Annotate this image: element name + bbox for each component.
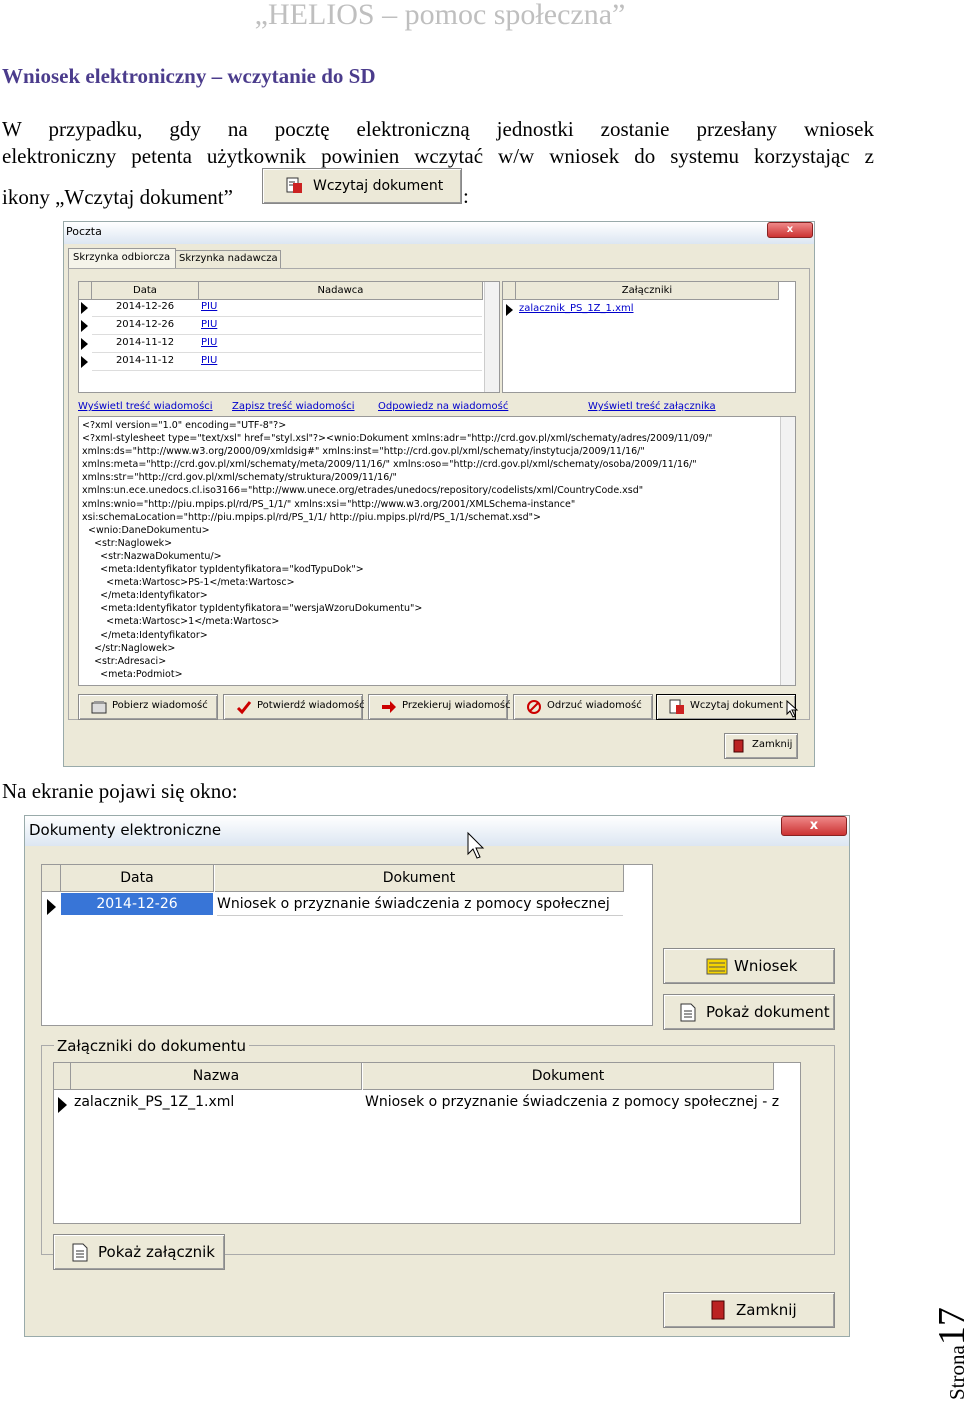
button-label: Wniosek [734,957,798,975]
attachments-grid[interactable] [502,281,796,393]
exit-door-icon [733,739,745,753]
row-pointer-icon [81,320,88,332]
inline-button-label: Wczytaj dokument [313,178,444,194]
button-label: Wczytaj dokument [690,700,783,711]
row-separator [92,334,482,335]
button-label: Odrzuć wiadomość [547,700,642,711]
window-title: Poczta [66,225,102,238]
paragraph-line: elektroniczny petenta użytkownik powinien wczytać w/w wniosek do systemu korzystając z [2,144,874,168]
attachments-grid[interactable] [53,1062,801,1224]
row-pointer-icon [81,338,88,350]
xml-line: </meta:Identyfikator> [82,590,208,602]
row-separator [92,316,482,317]
tab-skrzynka-nadawcza[interactable] [175,250,281,269]
message-date-cell[interactable]: 2014-11-12 [115,355,175,366]
xml-line: <meta:Wartosc>PS-1</meta:Wartosc> [82,577,295,589]
zamknij-button[interactable] [724,733,798,759]
column-header-data[interactable]: Data [61,865,214,892]
inline-wczytaj-button-image [262,168,462,204]
document-icon [72,1243,88,1262]
button-label: Pokaż załącznik [98,1243,215,1261]
xml-line: <meta:Wartosc>1</meta:Wartosc> [82,616,280,628]
row-separator [92,370,482,371]
window-title: Dokumenty elektroniczne [29,821,222,839]
xml-line: <wnio:DaneDokumentu> [82,524,210,536]
message-sender-cell[interactable]: PIU [201,301,218,312]
scrollbar[interactable] [484,282,499,392]
page-footer [930,1307,974,1400]
section-title: Wniosek elektroniczny – wczytanie do SD [2,64,376,88]
footer-word: Strona [945,1345,969,1400]
checkmark-icon [236,699,252,718]
xml-line: xmlns:meta="http://crd.gov.pl/xml/schematy/meta/2009/11/16/" xmlns:oso="http://crd.gov.pl/xml/schematy/osoba/2009/11/16/" [82,459,697,471]
paragraph-text: ikony „Wczytaj dokument” [2,185,233,209]
tab-label: Skrzynka odbiorcza [73,252,171,263]
download-mail-icon [91,699,107,718]
page-header: „HELIOS – pomoc społeczna” [254,0,626,31]
attachment-name-cell[interactable]: zalacznik_PS_1Z_1.xml [74,1094,235,1110]
tab-label: Skrzynka nadawcza [179,253,278,264]
column-header-zalaczniki[interactable]: Załączniki [516,282,779,300]
poczta-titlebar [64,222,814,244]
pokaz-dokument-button[interactable] [663,994,835,1030]
row-pointer-icon [81,356,88,368]
xml-line: xmlns:str="http://crd.gov.pl/xml/schematy/struktura/2009/11/16/" [82,472,397,484]
xml-content [82,419,712,681]
button-label: Przekieruj wiadomość [402,700,511,711]
reject-icon [526,699,542,718]
xml-line: <str:NazwaDokumentu/> [82,550,222,562]
row-separator [92,352,482,353]
xml-line: </meta:Identyfikator> [82,629,208,641]
close-icon[interactable]: x [781,816,847,836]
zamknij-button[interactable] [663,1292,835,1328]
button-label: Pobierz wiadomość [112,700,208,711]
groupbox-label: Załączniki do dokumentu [54,1037,249,1055]
odrzuc-wiadomosc-button[interactable] [513,694,653,720]
xml-line: <?xml version="1.0" encoding="UTF-8"?> [82,420,287,431]
attachment-link[interactable]: zalacznik_PS_1Z_1.xml [519,303,634,314]
grid-header-corner [42,865,61,892]
wczytaj-dokument-button[interactable] [656,694,796,720]
load-document-icon [669,699,685,718]
message-sender-cell[interactable]: PIU [201,355,218,366]
row-pointer-icon [47,899,56,915]
potwierdz-wiadomosc-button[interactable] [223,694,363,720]
button-label: Potwierdź wiadomość [257,700,365,711]
button-label: Pokaż dokument [706,1003,830,1021]
wniosek-button[interactable] [663,948,835,984]
row-pointer-icon [81,302,88,314]
forward-arrow-icon [381,699,397,718]
grid-header-corner [79,282,92,300]
message-sender-cell[interactable]: PIU [201,337,218,348]
pobierz-wiadomosc-button[interactable] [78,694,218,720]
scrollbar[interactable] [780,417,795,685]
grid-header-corner [54,1063,71,1090]
xml-line: <meta:Podmiot> [82,668,183,680]
xml-line: xsi:schemaLocation="http://piu.mpips.pl/rd/PS_1/1/ http://piu.mpips.pl/rd/PS_1/1/schemat.xsd"> [82,511,541,523]
mouse-cursor-icon [467,832,485,860]
mouse-cursor-icon [786,700,798,722]
przekieruj-wiadomosc-button[interactable] [368,694,511,720]
close-icon[interactable]: x [767,222,813,238]
pokaz-zalacznik-button[interactable] [53,1234,225,1270]
message-date-cell[interactable]: 2014-12-26 [115,319,175,330]
column-header-nadawca[interactable]: Nadawca [199,282,483,300]
row-pointer-icon [506,304,513,316]
xml-line: <meta:Identyfikator typIdentyfikatora="kodTypuDok"> [82,564,364,576]
poczta-window [63,221,815,767]
page-number: 17 [931,1307,973,1346]
message-date-cell[interactable]: 2014-11-12 [115,337,175,348]
xml-line: </str:Naglowek> [82,642,176,654]
button-label: Zamknij [736,1301,797,1319]
link-odpowiedz[interactable]: Odpowiedz na wiadomość [378,401,509,412]
column-header-dokument[interactable]: Dokument [215,865,624,892]
xml-line: xmlns:ds="http://www.w3.org/2000/09/xmldsig#" xmlns:inst="http://crd.gov.pl/xml/schematy/instytucja/2009/11/16/" [82,446,645,458]
message-content-textarea[interactable] [78,416,796,686]
button-label: Zamknij [752,739,793,750]
xml-line: xmlns:un.ece.unedocs.cl.iso3166="http://www.unece.org/etrades/unedocs/repository/codelists/xml/CountryCode.xsd" [82,485,644,497]
document-icon [680,1003,696,1022]
xml-line: <str:Adresaci> [82,655,167,667]
dokumenty-titlebar [25,816,849,846]
xml-line: <str:Naglowek> [82,537,173,549]
document-name-cell[interactable]: Wniosek o przyznanie świadczenia z pomocy społecznej [217,893,623,916]
message-sender-cell[interactable]: PIU [201,319,218,330]
xml-line: <meta:Identyfikator typIdentyfikatora="wersjaWzoruDokumentu"> [82,603,423,615]
link-wyswietl-tresc[interactable]: Wyświetl treść wiadomości [78,401,213,412]
message-date-cell[interactable]: 2014-12-26 [115,301,175,312]
column-header-dokument[interactable]: Dokument [363,1063,774,1090]
row-pointer-icon [58,1097,67,1113]
link-zapisz-tresc[interactable]: Zapisz treść wiadomości [232,401,355,412]
document-date-cell[interactable]: 2014-12-26 [61,893,213,915]
column-header-data[interactable]: Data [92,282,199,300]
paragraph-line: Na ekranie pojawi się okno: [2,779,238,803]
attachment-doc-cell[interactable]: Wniosek o przyznanie świadczenia z pomocy społecznej - z [365,1094,780,1110]
paragraph-line: W przypadku, gdy na pocztę elektroniczną jednostki zostanie przesłany wniosek [2,117,874,141]
paragraph-colon: : [463,184,469,208]
xml-line: <?xml-stylesheet type="text/xsl" href="styl.xsl"?><wnio:Dokument xmlns:adr="http://crd.gov.pl/xml/schematy/adres/2009/11/09/" [82,433,713,445]
exit-door-icon [710,1300,726,1320]
load-document-icon [285,177,303,195]
link-wyswietl-zalacznik[interactable]: Wyświetl treść załącznika [588,401,716,412]
grid-header-corner [503,282,516,300]
xml-line: xmlns:wnio="http://piu.mpips.pl/rd/PS_1/1/" xmlns:xsi="http://www.w3.org/2001/XMLSchema-instance" [82,498,576,510]
tab-skrzynka-odbiorcza[interactable] [68,248,176,269]
documents-grid[interactable] [41,864,653,1026]
dokumenty-window [24,815,850,1337]
column-header-nazwa[interactable]: Nazwa [71,1063,362,1090]
document-stack-icon [706,956,728,976]
